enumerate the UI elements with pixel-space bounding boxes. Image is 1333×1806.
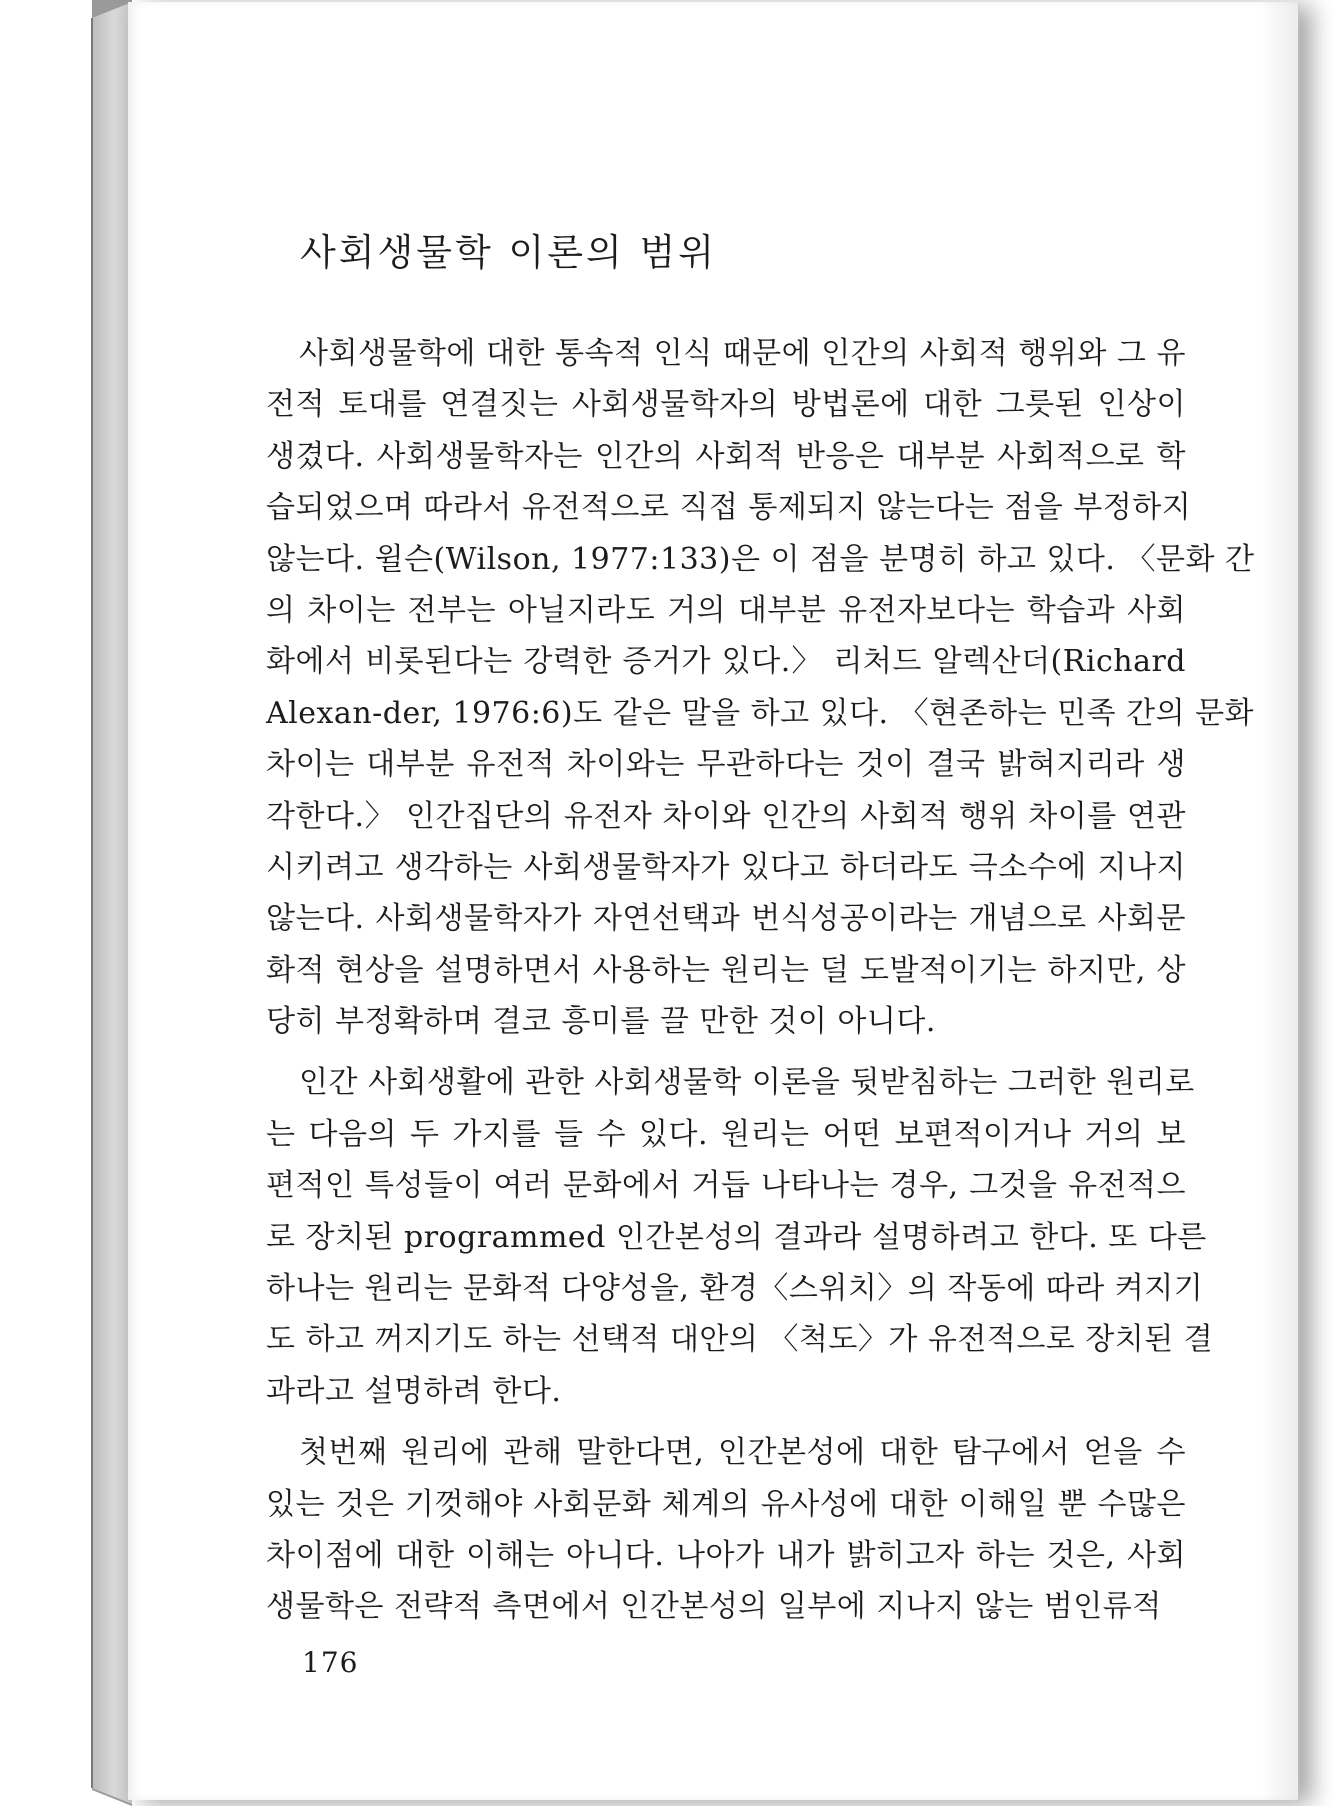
body-text xyxy=(266,328,1255,1633)
text-line: 않는다. 사회생물학자가 자연선택과 번식성공이라는 개념으로 사회문 xyxy=(266,901,1186,937)
text-line: 사회생물학에 대한 통속적 인식 때문에 인간의 사회적 행위와 그 유 xyxy=(299,336,1186,371)
text-line: 각한다.〉 인간집단의 유전자 차이와 인간의 사회적 행위 차이를 연관 xyxy=(266,798,1186,834)
text-line: 로 장치된 programmed 인간본성의 결과라 설명하려고 한다. 또 다른 xyxy=(266,1219,1207,1255)
book-spine xyxy=(0,0,140,1806)
text-line: 화에서 비롯된다는 강력한 증거가 있다.〉 리처드 알렉산더(Richard xyxy=(266,644,1186,680)
text-line: 당히 부정확하며 결코 흥미를 끌 만한 것이 아니다. xyxy=(266,1004,936,1040)
text-line: 편적인 특성들이 여러 문화에서 거듭 나타나는 경우, 그것을 유전적으 xyxy=(266,1168,1186,1204)
paragraph xyxy=(266,1057,1214,1417)
paragraph xyxy=(266,328,1255,1047)
paragraph xyxy=(266,1427,1186,1633)
text-line: 의 차이는 전부는 아닐지라도 거의 대부분 유전자보다는 학습과 사회 xyxy=(266,592,1186,628)
text-line: 습되었으며 따라서 유전적으로 직접 통제되지 않는다는 점을 부정하지 xyxy=(266,490,1192,526)
text-line: 있는 것은 기껏해야 사회문화 체계의 유사성에 대한 이해일 뿐 수많은 xyxy=(266,1486,1186,1522)
page-number: 176 xyxy=(302,1646,359,1679)
text-line: 시키려고 생각하는 사회생물학자가 있다고 하더라도 극소수에 지나지 xyxy=(266,849,1186,885)
text-line: 생겼다. 사회생물학자는 인간의 사회적 반응은 대부분 사회적으로 학 xyxy=(266,438,1186,474)
text-line: 인간 사회생활에 관한 사회생물학 이론을 뒷받침하는 그러한 원리로 xyxy=(299,1065,1195,1101)
text-line: 전적 토대를 연결짓는 사회생물학자의 방법론에 대한 그릇된 인상이 xyxy=(266,387,1186,423)
section-title: 사회생물학 이론의 범위 xyxy=(300,231,717,274)
text-line: 과라고 설명하려 한다. xyxy=(266,1373,562,1409)
text-line: 는 다음의 두 가지를 들 수 있다. 원리는 어떤 보편적이거나 거의 보 xyxy=(266,1116,1186,1152)
text-line: 차이는 대부분 유전적 차이와는 무관하다는 것이 결국 밝혀지리라 생 xyxy=(266,747,1186,783)
text-line: 차이점에 대한 이해는 아니다. 나아가 내가 밝히고자 하는 것은, 사회 xyxy=(266,1537,1186,1573)
text-line: 첫번째 원리에 관해 말한다면, 인간본성에 대한 탐구에서 얻을 수 xyxy=(299,1435,1186,1471)
text-line: 도 하고 꺼지기도 하는 선택적 대안의 〈척도〉가 유전적으로 장치된 결 xyxy=(266,1322,1214,1358)
text-line: 화적 현상을 설명하면서 사용하는 원리는 덜 도발적이기는 하지만, 상 xyxy=(266,952,1186,988)
paragraph-gap xyxy=(266,1417,1186,1427)
text-line: 생물학은 전략적 측면에서 인간본성의 일부에 지나지 않는 범인류적 xyxy=(266,1589,1162,1625)
paragraph-gap xyxy=(266,1047,1186,1057)
text-line: Alexan-der, 1976:6)도 같은 말을 하고 있다. 〈현존하는 민족 간의 문화 xyxy=(266,695,1255,731)
text-line: 하나는 원리는 문화적 다양성을, 환경〈스위치〉의 작동에 따라 켜지기 xyxy=(266,1271,1204,1307)
text-line: 않는다. 윌슨(Wilson, 1977:133)은 이 점을 분명히 하고 있다. 〈문화 간 xyxy=(266,541,1255,577)
